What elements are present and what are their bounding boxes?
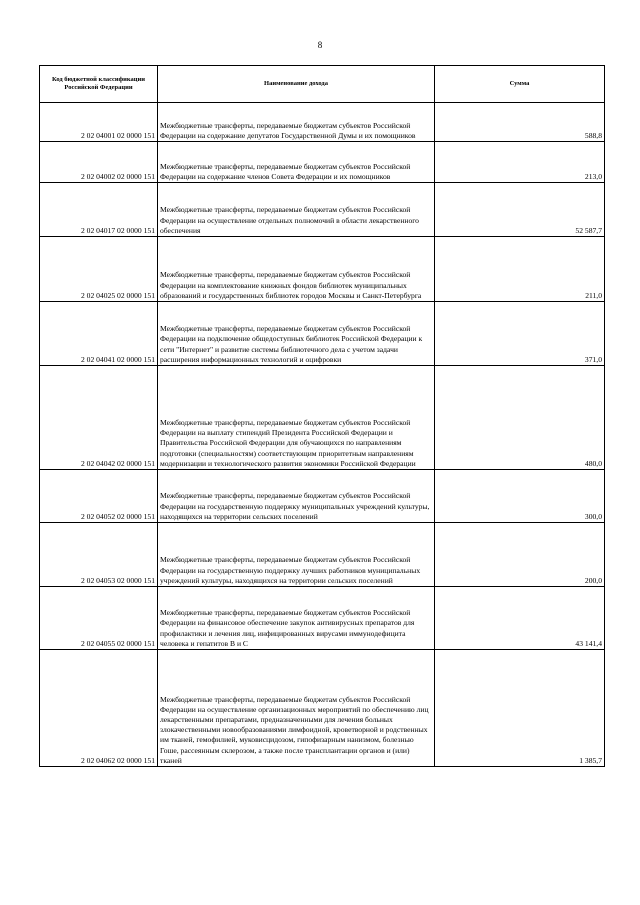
table-row xyxy=(40,142,605,183)
name-cell: Межбюджетные трансферты, передаваемые бюджетам субъектов Российской Федерации на выплату стипендий Президента Российской Федерации и Правительства Российской Федерации для обучающихся по направлениям подготовки (специальностям) соответствующим приоритетным направлениям модернизации и технологического развития экономики Российской Федерации xyxy=(158,366,435,470)
table-row xyxy=(40,650,605,767)
code-cell: 2 02 04025 02 0000 151 xyxy=(40,237,158,302)
sum-cell: 1 385,7 xyxy=(435,650,605,767)
code-cell: 2 02 04042 02 0000 151 xyxy=(40,366,158,470)
name-cell: Межбюджетные трансферты, передаваемые бюджетам субъектов Российской Федерации на содержание членов Совета Федерации и их помощников xyxy=(158,142,435,183)
code-cell: 2 02 04001 02 0000 151 xyxy=(40,103,158,142)
name-cell: Межбюджетные трансферты, передаваемые бюджетам субъектов Российской Федерации на государственную поддержку лучших работников муниципальных учреждений культуры, находящихся на территории сельских поселений xyxy=(158,523,435,587)
sum-cell: 213,0 xyxy=(435,142,605,183)
sum-cell: 43 141,4 xyxy=(435,587,605,650)
code-cell: 2 02 04052 02 0000 151 xyxy=(40,470,158,523)
code-cell: 2 02 04017 02 0000 151 xyxy=(40,183,158,237)
name-cell: Межбюджетные трансферты, передаваемые бюджетам субъектов Российской Федерации на государственную поддержку муниципальных учреждений культуры, находящихся на территории сельских поселений xyxy=(158,470,435,523)
table-row xyxy=(40,237,605,302)
code-cell: 2 02 04053 02 0000 151 xyxy=(40,523,158,587)
name-cell: Межбюджетные трансферты, передаваемые бюджетам субъектов Российской Федерации на содержание депутатов Государственной Думы и их помощников xyxy=(158,103,435,142)
header-code: Код бюджетной классификации Российской Федерации xyxy=(40,66,158,103)
sum-cell: 588,8 xyxy=(435,103,605,142)
name-cell: Межбюджетные трансферты, передаваемые бюджетам субъектов Российской Федерации на комплектование книжных фондов библиотек муниципальных образований и государственных библиотек городов Москвы и Санкт-Петербурга xyxy=(158,237,435,302)
header-sum: Сумма xyxy=(435,66,605,103)
table-row xyxy=(40,523,605,587)
code-cell: 2 02 04055 02 0000 151 xyxy=(40,587,158,650)
sum-cell: 480,0 xyxy=(435,366,605,470)
page-number: 8 xyxy=(317,40,323,50)
name-cell: Межбюджетные трансферты, передаваемые бюджетам субъектов Российской Федерации на осуществление отдельных полномочий в области лекарственного обеспечения xyxy=(158,183,435,237)
code-cell: 2 02 04062 02 0000 151 xyxy=(40,650,158,767)
table-row xyxy=(40,470,605,523)
code-cell: 2 02 04041 02 0000 151 xyxy=(40,302,158,366)
sum-cell: 200,0 xyxy=(435,523,605,587)
table-header-row xyxy=(40,66,605,103)
sum-cell: 52 587,7 xyxy=(435,183,605,237)
table-row xyxy=(40,587,605,650)
name-cell: Межбюджетные трансферты, передаваемые бюджетам субъектов Российской Федерации на финансовое обеспечение закупок антивирусных препаратов для профилактики и лечения лиц, инфицированных вирусами иммунодефицита человека и гепатитов B и C xyxy=(158,587,435,650)
name-cell: Межбюджетные трансферты, передаваемые бюджетам субъектов Российской Федерации на подключение общедоступных библиотек Российской Федерации к сети "Интернет" и развитие системы библиотечного дела с учетом задачи расширения информационных технологий и оцифровки xyxy=(158,302,435,366)
sum-cell: 300,0 xyxy=(435,470,605,523)
budget-revenue-table xyxy=(39,65,605,767)
table-row xyxy=(40,183,605,237)
table-body xyxy=(40,103,605,767)
table-row xyxy=(40,103,605,142)
sum-cell: 211,0 xyxy=(435,237,605,302)
code-cell: 2 02 04002 02 0000 151 xyxy=(40,142,158,183)
sum-cell: 371,0 xyxy=(435,302,605,366)
header-name: Наименование дохода xyxy=(158,66,435,103)
table-row xyxy=(40,302,605,366)
name-cell: Межбюджетные трансферты, передаваемые бюджетам субъектов Российской Федерации на осуществление организационных мероприятий по обеспечению лиц лекарственными препаратами, предназначенными для лечения больных злокачественными новообразованиями лимфоидной, кроветворной и родственных им тканей, гемофилией, муковисцидозом, гипофизарным нанизмом, болезнью Гоше, рассеянным склерозом, а также после трансплантации органов и (или) тканей xyxy=(158,650,435,767)
table-row xyxy=(40,366,605,470)
